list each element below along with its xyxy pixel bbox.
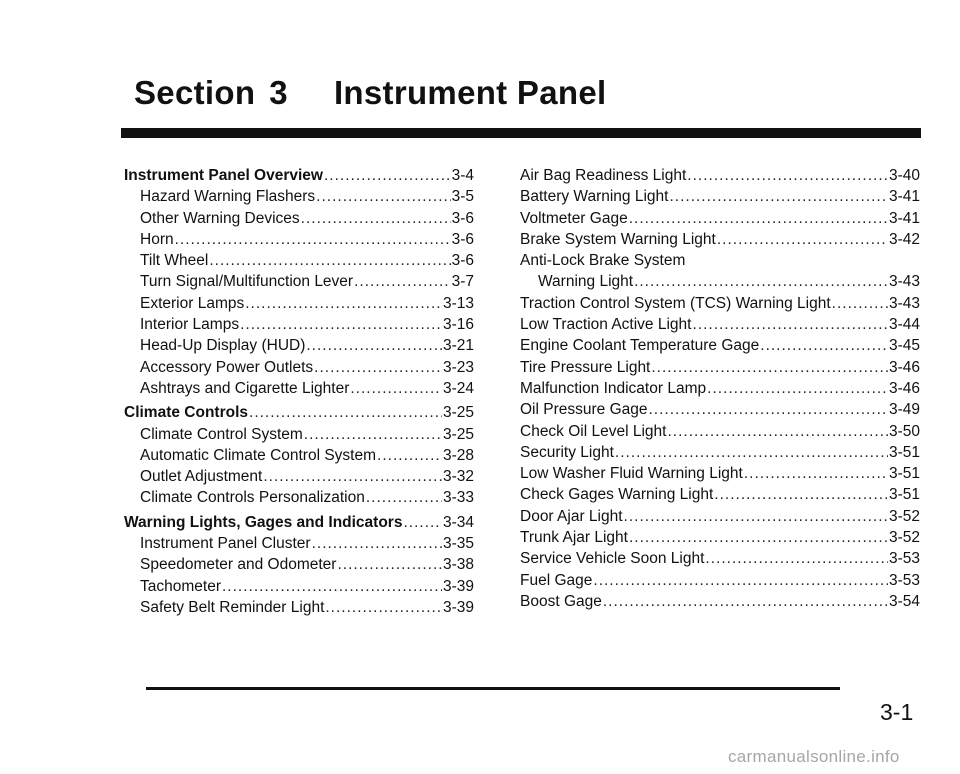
toc-entry[interactable] (124, 250, 474, 271)
dot-leader (209, 250, 450, 271)
toc-entry-page: 3-23 (442, 358, 474, 376)
toc-entry-title: Safety Belt Reminder Light (140, 598, 325, 616)
toc-entry-page: 3-35 (442, 535, 474, 553)
dot-leader (306, 335, 442, 356)
toc-entry[interactable] (520, 335, 920, 356)
dot-leader (366, 487, 442, 508)
toc-entry[interactable] (520, 463, 920, 484)
dot-leader (350, 378, 442, 399)
toc-right-column (520, 165, 920, 612)
toc-entry-page: 3-51 (888, 443, 920, 461)
toc-entry-page: 3-39 (442, 577, 474, 595)
toc-entry-page: 3-5 (451, 188, 474, 206)
toc-entry-page: 3-28 (442, 446, 474, 464)
dot-leader (705, 548, 888, 569)
toc-entry[interactable] (520, 506, 920, 527)
dot-leader (222, 576, 442, 597)
toc-entry-title: Outlet Adjustment (140, 468, 263, 486)
toc-entry-title: Brake System Warning Light (520, 230, 716, 248)
section-title (134, 74, 606, 112)
dot-leader (707, 378, 888, 399)
toc-entry[interactable] (520, 527, 920, 548)
toc-entry-title: Instrument Panel Overview (124, 167, 323, 184)
toc-entry-title: Tire Pressure Light (520, 358, 651, 376)
toc-left-column (124, 165, 474, 618)
toc-entry-page: 3-52 (888, 507, 920, 525)
toc-entry-title: Engine Coolant Temperature Gage (520, 337, 760, 355)
toc-entry[interactable] (124, 466, 474, 487)
watermark: carmanualsonline.info (728, 747, 900, 766)
toc-entry[interactable] (520, 293, 920, 314)
toc-entry-title: Fuel Gage (520, 571, 593, 589)
toc-entry-page: 3-24 (442, 379, 474, 397)
toc-entry[interactable] (520, 484, 920, 505)
dot-leader (649, 399, 888, 420)
toc-entry[interactable] (520, 357, 920, 378)
toc-entry-page: 3-46 (888, 379, 920, 397)
toc-entry-page: 3-43 (888, 273, 920, 291)
toc-entry[interactable] (520, 186, 920, 207)
dot-leader (240, 314, 442, 335)
toc-entry-page: 3-49 (888, 401, 920, 419)
section-label: Section (134, 74, 256, 111)
toc-entry[interactable] (124, 554, 474, 575)
dot-leader (760, 335, 888, 356)
toc-entry[interactable] (124, 597, 474, 618)
dot-leader (593, 570, 888, 591)
dot-leader (629, 208, 888, 229)
toc-entry-page: 3-33 (442, 489, 474, 507)
toc-entry-page: 3-45 (888, 337, 920, 355)
toc-entry-page: 3-46 (888, 358, 920, 376)
dot-leader (692, 314, 888, 335)
toc-entry-title: Boost Gage (520, 592, 602, 610)
dot-leader (403, 512, 442, 533)
toc-entry-title: Turn Signal/Multifunction Lever (140, 273, 354, 291)
dot-leader (615, 442, 888, 463)
toc-entry-title: Exterior Lamps (140, 294, 245, 312)
toc-entry-page: 3-6 (451, 252, 474, 270)
toc-entry[interactable] (124, 487, 474, 508)
dot-leader (669, 186, 888, 207)
top-divider (121, 128, 921, 138)
toc-entry[interactable] (520, 314, 920, 335)
toc-entry-title: Service Vehicle Soon Light (520, 550, 705, 568)
toc-entry-page: 3-42 (888, 230, 920, 248)
dot-leader (714, 484, 888, 505)
dot-leader (324, 165, 451, 186)
toc-entry-title: Interior Lamps (140, 316, 240, 334)
toc-entry[interactable] (124, 576, 474, 597)
toc-entry-title: Security Light (520, 443, 614, 461)
toc-entry-page: 3-53 (888, 550, 920, 568)
dot-leader (301, 208, 451, 229)
toc-entry[interactable] (520, 548, 920, 569)
toc-entry-page: 3-21 (442, 337, 474, 355)
dot-leader (263, 466, 442, 487)
toc-entry-title: Other Warning Devices (140, 209, 300, 227)
dot-leader (245, 293, 442, 314)
toc-entry[interactable] (124, 357, 474, 378)
toc-entry[interactable] (124, 512, 474, 533)
toc-entry-page: 3-51 (888, 465, 920, 483)
toc-entry-title: Malfunction Indicator Lamp (520, 379, 707, 397)
toc-entry-title: Anti-Lock Brake System (520, 252, 686, 270)
toc-entry-page: 3-7 (451, 273, 474, 291)
toc-entry-title: Accessory Power Outlets (140, 358, 314, 376)
toc-entry-page: 3-41 (888, 188, 920, 206)
toc-entry-page: 3-54 (888, 592, 920, 610)
toc-entry[interactable] (124, 402, 474, 423)
toc-entry[interactable] (124, 208, 474, 229)
dot-leader (629, 527, 888, 548)
toc-entry[interactable] (124, 533, 474, 554)
bottom-divider (146, 687, 840, 690)
toc-entry-title: Tachometer (140, 577, 221, 595)
toc-entry-page: 3-4 (451, 167, 474, 184)
toc-entry[interactable] (520, 399, 920, 420)
dot-leader (717, 229, 888, 250)
dot-leader (687, 165, 888, 186)
toc-entry[interactable] (124, 424, 474, 445)
toc-entry-page: 3-16 (442, 316, 474, 334)
toc-entry-page: 3-40 (888, 167, 920, 184)
toc-entry-title: Hazard Warning Flashers (140, 188, 316, 206)
toc-entry[interactable] (520, 165, 920, 186)
toc-entry[interactable] (124, 271, 474, 292)
toc-entry-title: Voltmeter Gage (520, 209, 628, 227)
toc-entry-page: 3-50 (888, 422, 920, 440)
dot-leader (744, 463, 888, 484)
toc-entry-title: Traction Control System (TCS) Warning Light (520, 294, 831, 312)
dot-leader (377, 445, 442, 466)
dot-leader (354, 271, 451, 292)
toc-entry-title: Ashtrays and Cigarette Lighter (140, 379, 350, 397)
toc-entry[interactable] (124, 314, 474, 335)
toc-entry-page: 3-38 (442, 556, 474, 574)
toc-entry-title: Battery Warning Light (520, 188, 669, 206)
toc-entry[interactable] (520, 271, 920, 292)
dot-leader (304, 424, 442, 445)
toc-entry-title: Tilt Wheel (140, 252, 209, 270)
toc-entry-title: Automatic Climate Control System (140, 446, 377, 464)
toc-entry-title: Climate Controls (124, 404, 249, 422)
toc-entry-title: Oil Pressure Gage (520, 401, 648, 419)
toc-entry-page: 3-44 (888, 316, 920, 334)
page-number: 3-1 (880, 699, 914, 725)
toc-entry[interactable] (124, 378, 474, 399)
toc-entry-page: 3-6 (451, 209, 474, 227)
toc-entry-page: 3-25 (442, 404, 474, 422)
toc-entry[interactable] (520, 208, 920, 229)
toc-entry[interactable] (124, 335, 474, 356)
toc-entry[interactable] (520, 229, 920, 250)
toc-entry-title: Climate Controls Personalization (140, 489, 365, 507)
dot-leader (624, 506, 888, 527)
dot-leader (603, 591, 888, 612)
dot-leader (312, 533, 442, 554)
toc-entry-title: Warning Lights, Gages and Indicators (124, 513, 403, 531)
toc-entry-page: 3-6 (451, 230, 474, 248)
toc-entry-page: 3-53 (888, 571, 920, 589)
dot-leader (316, 186, 450, 207)
toc-entry-title: Check Gages Warning Light (520, 486, 714, 504)
toc-entry-title: Low Traction Active Light (520, 316, 692, 334)
dot-leader (314, 357, 442, 378)
toc-entry[interactable] (520, 421, 920, 442)
toc-entry[interactable] (520, 250, 920, 271)
toc-entry[interactable] (124, 186, 474, 207)
dot-leader (634, 271, 888, 292)
toc-entry-page: 3-41 (888, 209, 920, 227)
toc-entry-page: 3-52 (888, 529, 920, 547)
dot-leader (651, 357, 888, 378)
toc-entry-page: 3-43 (888, 294, 920, 312)
toc-entry[interactable] (520, 442, 920, 463)
toc-entry-title: Instrument Panel Cluster (140, 535, 311, 553)
toc-entry[interactable] (520, 570, 920, 591)
toc-entry[interactable] (124, 229, 474, 250)
section-name: Instrument Panel (333, 74, 607, 111)
toc-entry-title: Check Oil Level Light (520, 422, 667, 440)
toc-entry-page: 3-25 (442, 425, 474, 443)
dot-leader (325, 597, 442, 618)
toc-entry-page: 3-13 (442, 294, 474, 312)
dot-leader (337, 554, 442, 575)
dot-leader (249, 402, 442, 423)
toc-entry[interactable] (124, 445, 474, 466)
toc-entry-title: Air Bag Readiness Light (520, 167, 687, 184)
toc-entry-page: 3-51 (888, 486, 920, 504)
dot-leader (175, 229, 451, 250)
toc-entry-title: Trunk Ajar Light (520, 529, 628, 547)
toc-entry-page: 3-34 (442, 513, 474, 531)
toc-entry[interactable] (124, 165, 474, 186)
dot-leader (832, 293, 888, 314)
toc-entry-title: Door Ajar Light (520, 507, 623, 525)
toc-entry[interactable] (520, 591, 920, 612)
toc-entry-title: Speedometer and Odometer (140, 556, 337, 574)
toc-entry-title: Climate Control System (140, 425, 303, 443)
toc-entry-title: Low Washer Fluid Warning Light (520, 465, 743, 483)
toc-entry-title: Head-Up Display (HUD) (140, 337, 306, 355)
dot-leader (667, 421, 888, 442)
toc-entry-page: 3-39 (442, 598, 474, 616)
toc-entry-title: Horn (140, 230, 174, 248)
toc-entry-title: Warning Light (538, 273, 634, 291)
section-number: 3 (269, 74, 288, 111)
toc-entry[interactable] (124, 293, 474, 314)
toc-entry-page: 3-32 (442, 468, 474, 486)
toc-entry[interactable] (520, 378, 920, 399)
